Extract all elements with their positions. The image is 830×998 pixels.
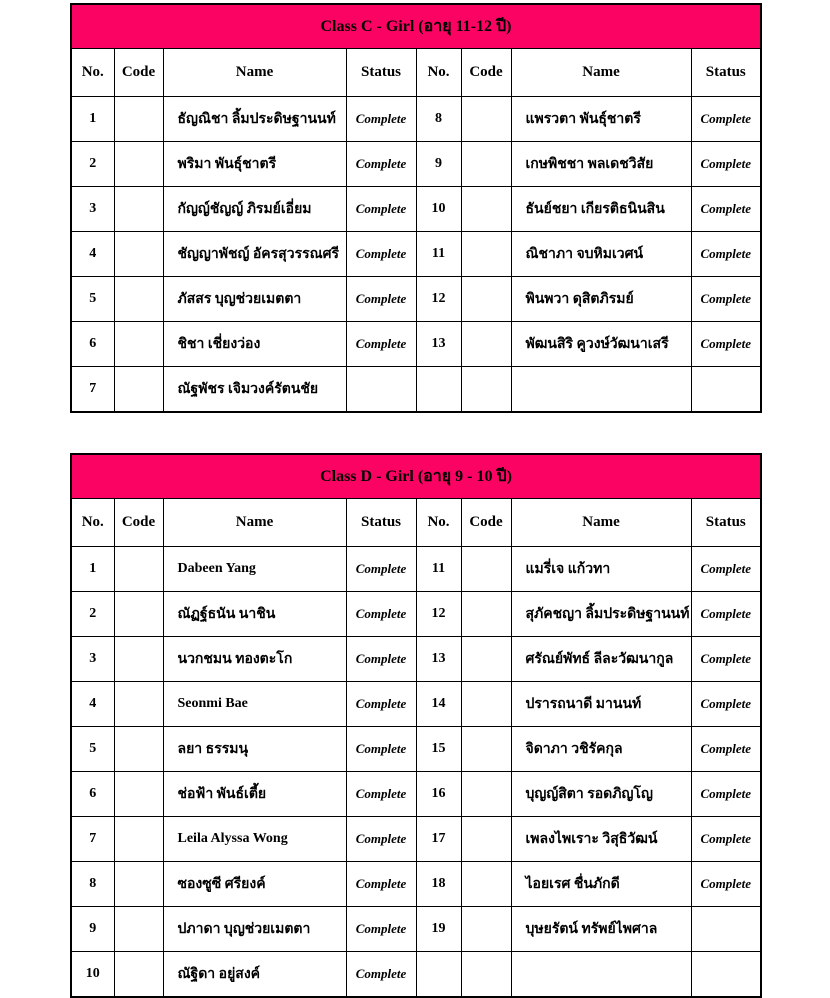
status-cell: Complete [691, 682, 761, 727]
status-cell: Complete [346, 772, 416, 817]
status-cell: Complete [346, 97, 416, 142]
table-row [71, 817, 761, 862]
status-cell: Complete [691, 97, 761, 142]
status-cell: Complete [346, 952, 416, 998]
name-cell: ณัฐิดา อยู่สงค์ [163, 952, 346, 998]
code-cell [461, 592, 511, 637]
table-row [71, 772, 761, 817]
column-header-row [71, 49, 761, 97]
status-cell: Complete [346, 907, 416, 952]
name-cell [511, 952, 691, 998]
name-cell: ณัฏฐ์ธนัน นาชิน [163, 592, 346, 637]
table-row [71, 952, 761, 998]
name-cell: เพลงไพเราะ วิสุธิวัฒน์ [511, 817, 691, 862]
no-cell: 10 [416, 187, 461, 232]
code-cell [114, 817, 163, 862]
code-cell [461, 367, 511, 413]
status-cell: Complete [691, 232, 761, 277]
no-cell: 13 [416, 322, 461, 367]
no-cell: 4 [71, 682, 114, 727]
roster-table [70, 453, 762, 998]
no-cell: 8 [71, 862, 114, 907]
code-cell [114, 142, 163, 187]
status-cell: Complete [691, 592, 761, 637]
name-cell: นวกชมน ทองตะโก [163, 637, 346, 682]
status-cell: Complete [346, 727, 416, 772]
column-header-no: No. [416, 49, 461, 97]
no-cell: 7 [71, 367, 114, 413]
code-cell [461, 187, 511, 232]
no-cell: 6 [71, 772, 114, 817]
name-cell: ศรัณย์พัทธ์ ลีละวัฒนากูล [511, 637, 691, 682]
status-cell: Complete [691, 322, 761, 367]
name-cell: ภัสสร บุญช่วยเมตตา [163, 277, 346, 322]
status-cell: Complete [346, 232, 416, 277]
code-cell [114, 547, 163, 592]
name-cell: ไอยเรศ ชื่นภักดี [511, 862, 691, 907]
status-cell: Complete [691, 637, 761, 682]
status-cell: Complete [346, 322, 416, 367]
column-header-row [71, 499, 761, 547]
name-cell: ซองซูซี ศรียงค์ [163, 862, 346, 907]
code-cell [461, 277, 511, 322]
no-cell: 8 [416, 97, 461, 142]
column-header-name: Name [163, 49, 346, 97]
table-row [71, 637, 761, 682]
name-cell: Leila Alyssa Wong [163, 817, 346, 862]
status-cell: Complete [346, 862, 416, 907]
status-cell: Complete [691, 142, 761, 187]
code-cell [114, 592, 163, 637]
table-row [71, 862, 761, 907]
name-cell: ธัญณิชา ลิ้มประดิษฐานนท์ [163, 97, 346, 142]
no-cell [416, 952, 461, 998]
name-cell: ชิชา เชี่ยงว่อง [163, 322, 346, 367]
status-cell [346, 367, 416, 413]
column-header-name: Name [511, 49, 691, 97]
no-cell: 19 [416, 907, 461, 952]
no-cell: 9 [416, 142, 461, 187]
no-cell [416, 367, 461, 413]
status-cell: Complete [691, 727, 761, 772]
name-cell: กัญญ์ชัญญ์ ภิรมย์เอี่ยม [163, 187, 346, 232]
code-cell [461, 322, 511, 367]
name-cell: Dabeen Yang [163, 547, 346, 592]
status-cell: Complete [346, 277, 416, 322]
table-row [71, 277, 761, 322]
status-cell [691, 907, 761, 952]
table-row [71, 187, 761, 232]
no-cell: 12 [416, 277, 461, 322]
column-header-code: Code [114, 49, 163, 97]
column-header-status: Status [691, 499, 761, 547]
no-cell: 3 [71, 187, 114, 232]
name-cell [511, 367, 691, 413]
no-cell: 11 [416, 547, 461, 592]
table-row [71, 322, 761, 367]
column-header-name: Name [511, 499, 691, 547]
code-cell [461, 547, 511, 592]
status-cell: Complete [346, 187, 416, 232]
no-cell: 1 [71, 547, 114, 592]
name-cell: ณิชาภา จบหิมเวศน์ [511, 232, 691, 277]
table-row [71, 682, 761, 727]
roster-table [70, 3, 762, 413]
code-cell [461, 232, 511, 277]
code-cell [461, 637, 511, 682]
code-cell [461, 817, 511, 862]
no-cell: 5 [71, 727, 114, 772]
table-row [71, 142, 761, 187]
table-title: Class D - Girl (อายุ 9 - 10 ปี) [71, 454, 761, 499]
code-cell [114, 637, 163, 682]
code-cell [114, 862, 163, 907]
status-cell: Complete [691, 772, 761, 817]
code-cell [461, 682, 511, 727]
code-cell [461, 142, 511, 187]
code-cell [114, 952, 163, 998]
status-cell: Complete [691, 187, 761, 232]
no-cell: 11 [416, 232, 461, 277]
table-row [71, 727, 761, 772]
code-cell [114, 367, 163, 413]
table-title-row [71, 4, 761, 49]
name-cell: พินพวา ดุสิตภิรมย์ [511, 277, 691, 322]
code-cell [114, 682, 163, 727]
status-cell: Complete [691, 547, 761, 592]
status-cell: Complete [346, 817, 416, 862]
name-cell: บุษยรัตน์ ทรัพย์ไพศาล [511, 907, 691, 952]
name-cell: จิดาภา วชิรัคกุล [511, 727, 691, 772]
no-cell: 15 [416, 727, 461, 772]
code-cell [461, 907, 511, 952]
table-row [71, 97, 761, 142]
name-cell: สุภัคชญา ลิ้มประดิษฐานนท์ [511, 592, 691, 637]
code-cell [114, 97, 163, 142]
status-cell: Complete [691, 862, 761, 907]
name-cell: ธันย์ชยา เกียรติธนินสิน [511, 187, 691, 232]
table-row [71, 907, 761, 952]
status-cell: Complete [346, 142, 416, 187]
code-cell [114, 187, 163, 232]
no-cell: 12 [416, 592, 461, 637]
name-cell: แมรี่เจ แก้วทา [511, 547, 691, 592]
name-cell: บุญญ์สิตา รอดภิญโญ [511, 772, 691, 817]
name-cell: แพรวตา พันธุ์ชาตรี [511, 97, 691, 142]
code-cell [114, 232, 163, 277]
status-cell: Complete [691, 817, 761, 862]
status-cell: Complete [346, 547, 416, 592]
code-cell [114, 772, 163, 817]
code-cell [461, 952, 511, 998]
status-cell: Complete [346, 637, 416, 682]
table-row [71, 232, 761, 277]
no-cell: 6 [71, 322, 114, 367]
name-cell: Seonmi Bae [163, 682, 346, 727]
code-cell [461, 97, 511, 142]
no-cell: 7 [71, 817, 114, 862]
column-header-code: Code [114, 499, 163, 547]
no-cell: 13 [416, 637, 461, 682]
table-row [71, 367, 761, 413]
status-cell: Complete [346, 592, 416, 637]
column-header-name: Name [163, 499, 346, 547]
name-cell: ชัญญาพัชญ์ อัครสุวรรณศรี [163, 232, 346, 277]
code-cell [114, 277, 163, 322]
column-header-code: Code [461, 499, 511, 547]
table-title: Class C - Girl (อายุ 11-12 ปี) [71, 4, 761, 49]
name-cell: ณัฐพัชร เจิมวงค์รัตนชัย [163, 367, 346, 413]
column-header-no: No. [71, 49, 114, 97]
column-header-status: Status [691, 49, 761, 97]
column-header-status: Status [346, 49, 416, 97]
code-cell [114, 727, 163, 772]
name-cell: เกษพิชชา พลเดชวิสัย [511, 142, 691, 187]
code-cell [461, 862, 511, 907]
name-cell: ปภาดา บุญช่วยเมตตา [163, 907, 346, 952]
column-header-no: No. [416, 499, 461, 547]
no-cell: 2 [71, 592, 114, 637]
status-cell [691, 367, 761, 413]
name-cell: ช่อฟ้า พันธ์เตี้ย [163, 772, 346, 817]
no-cell: 14 [416, 682, 461, 727]
name-cell: ปรารถนาดี มานนท์ [511, 682, 691, 727]
no-cell: 9 [71, 907, 114, 952]
no-cell: 18 [416, 862, 461, 907]
code-cell [114, 322, 163, 367]
column-header-no: No. [71, 499, 114, 547]
no-cell: 10 [71, 952, 114, 998]
table-row [71, 592, 761, 637]
code-cell [114, 907, 163, 952]
no-cell: 5 [71, 277, 114, 322]
status-cell: Complete [346, 682, 416, 727]
name-cell: พัฒนสิริ คูวงษ์วัฒนาเสรี [511, 322, 691, 367]
no-cell: 3 [71, 637, 114, 682]
code-cell [461, 772, 511, 817]
table-row [71, 547, 761, 592]
no-cell: 1 [71, 97, 114, 142]
status-cell [691, 952, 761, 998]
no-cell: 4 [71, 232, 114, 277]
no-cell: 16 [416, 772, 461, 817]
name-cell: ลยา ธรรมนุ [163, 727, 346, 772]
name-cell: พริมา พันธุ์ชาตรี [163, 142, 346, 187]
column-header-status: Status [346, 499, 416, 547]
column-header-code: Code [461, 49, 511, 97]
status-cell: Complete [691, 277, 761, 322]
code-cell [461, 727, 511, 772]
no-cell: 17 [416, 817, 461, 862]
table-title-row [71, 454, 761, 499]
no-cell: 2 [71, 142, 114, 187]
